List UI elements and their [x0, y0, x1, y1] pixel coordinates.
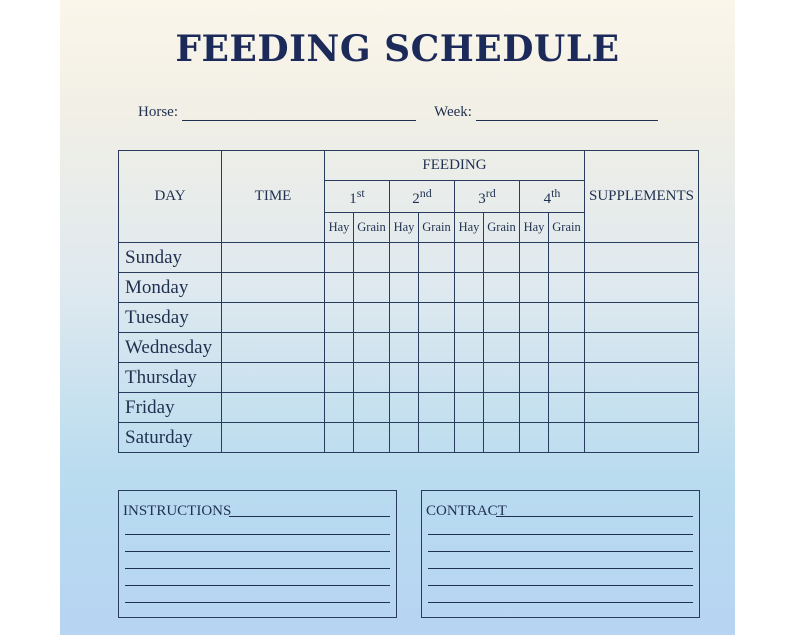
feeding-cell[interactable]	[549, 393, 585, 423]
grain-column-header: Grain	[419, 213, 455, 243]
feeding-cell[interactable]	[325, 243, 354, 273]
horse-field	[138, 104, 416, 121]
feeding-cell[interactable]	[484, 333, 520, 363]
day-name: Wednesday	[119, 333, 222, 363]
feeding-4-header	[520, 181, 585, 213]
time-header: TIME	[222, 151, 325, 243]
feeding-number: 2	[412, 190, 420, 207]
feeding-cell[interactable]	[484, 363, 520, 393]
time-cell[interactable]	[222, 363, 325, 393]
feeding-cell[interactable]	[325, 273, 354, 303]
supplements-cell[interactable]	[585, 243, 699, 273]
time-cell[interactable]	[222, 333, 325, 363]
instructions-line[interactable]	[125, 534, 390, 535]
feeding-cell[interactable]	[325, 393, 354, 423]
feeding-cell[interactable]	[484, 303, 520, 333]
feeding-cell[interactable]	[354, 393, 390, 423]
feeding-cell[interactable]	[354, 423, 390, 453]
feeding-cell[interactable]	[325, 303, 354, 333]
contract-line[interactable]	[428, 568, 693, 569]
day-name: Friday	[119, 393, 222, 423]
contract-line[interactable]	[428, 585, 693, 586]
feeding-cell[interactable]	[390, 273, 419, 303]
feeding-cell[interactable]	[455, 303, 484, 333]
contract-line[interactable]	[428, 551, 693, 552]
supplements-cell[interactable]	[585, 363, 699, 393]
feeding-cell[interactable]	[455, 243, 484, 273]
feeding-cell[interactable]	[520, 303, 549, 333]
feeding-cell[interactable]	[455, 333, 484, 363]
feeding-number: 1	[349, 190, 357, 207]
day-name: Monday	[119, 273, 222, 303]
feeding-cell[interactable]	[549, 423, 585, 453]
feeding-cell[interactable]	[520, 363, 549, 393]
grain-column-header: Grain	[549, 213, 585, 243]
instructions-line[interactable]	[125, 602, 390, 603]
supplements-cell[interactable]	[585, 303, 699, 333]
feeding-ordinal-suffix: nd	[419, 185, 432, 200]
schedule-sheet	[60, 0, 735, 635]
contract-box	[421, 490, 700, 618]
feeding-cell[interactable]	[484, 243, 520, 273]
feeding-cell[interactable]	[520, 423, 549, 453]
feeding-ordinal-suffix: st	[356, 185, 365, 200]
supplements-cell[interactable]	[585, 393, 699, 423]
feeding-cell[interactable]	[455, 363, 484, 393]
supplements-cell[interactable]	[585, 273, 699, 303]
feeding-cell[interactable]	[549, 363, 585, 393]
day-name: Sunday	[119, 243, 222, 273]
horse-blank[interactable]	[182, 106, 416, 121]
time-cell[interactable]	[222, 423, 325, 453]
feeding-cell[interactable]	[325, 423, 354, 453]
feeding-cell[interactable]	[549, 333, 585, 363]
day-name: Saturday	[119, 423, 222, 453]
feeding-cell[interactable]	[455, 273, 484, 303]
day-name: Thursday	[119, 363, 222, 393]
feeding-cell[interactable]	[390, 363, 419, 393]
feeding-cell[interactable]	[325, 363, 354, 393]
feeding-cell[interactable]	[354, 273, 390, 303]
feeding-cell[interactable]	[549, 303, 585, 333]
feeding-cell[interactable]	[419, 363, 455, 393]
hay-column-header: Hay	[325, 213, 354, 243]
time-cell[interactable]	[222, 393, 325, 423]
hay-column-header: Hay	[520, 213, 549, 243]
day-row	[119, 393, 699, 423]
hay-column-header: Hay	[455, 213, 484, 243]
feeding-number: 3	[478, 190, 486, 207]
feeding-cell[interactable]	[390, 243, 419, 273]
instructions-line[interactable]	[125, 568, 390, 569]
instructions-box	[118, 490, 397, 618]
supplements-header: SUPPLEMENTS	[585, 151, 699, 243]
feeding-cell[interactable]	[354, 333, 390, 363]
feeding-cell[interactable]	[484, 423, 520, 453]
day-header: DAY	[119, 151, 222, 243]
feeding-ordinal-suffix: th	[551, 185, 561, 200]
feeding-table	[118, 150, 699, 453]
contract-label: CONTRACT	[426, 503, 507, 519]
feeding-ordinal-suffix: rd	[485, 185, 496, 200]
feeding-1-header	[325, 181, 390, 213]
instructions-line[interactable]	[229, 516, 390, 517]
feeding-cell[interactable]	[419, 333, 455, 363]
feeding-cell[interactable]	[390, 303, 419, 333]
feeding-cell[interactable]	[484, 273, 520, 303]
feeding-cell[interactable]	[390, 423, 419, 453]
feeding-cell[interactable]	[419, 303, 455, 333]
supplements-cell[interactable]	[585, 333, 699, 363]
feeding-cell[interactable]	[419, 273, 455, 303]
day-row	[119, 273, 699, 303]
week-field	[434, 104, 658, 121]
day-row	[119, 303, 699, 333]
day-row	[119, 363, 699, 393]
feeding-cell[interactable]	[354, 363, 390, 393]
contract-line[interactable]	[428, 602, 693, 603]
feeding-cell[interactable]	[520, 273, 549, 303]
feeding-cell[interactable]	[520, 393, 549, 423]
hay-column-header: Hay	[390, 213, 419, 243]
time-cell[interactable]	[222, 303, 325, 333]
day-row	[119, 243, 699, 273]
feeding-2-header	[390, 181, 455, 213]
instructions-line[interactable]	[125, 585, 390, 586]
page-title: FEEDING SCHEDULE	[175, 28, 620, 70]
feeding-cell[interactable]	[455, 393, 484, 423]
feeding-3-header	[455, 181, 520, 213]
feeding-cell[interactable]	[419, 423, 455, 453]
feeding-cell[interactable]	[419, 393, 455, 423]
contract-line[interactable]	[496, 516, 693, 517]
feeding-cell[interactable]	[390, 393, 419, 423]
time-cell[interactable]	[222, 243, 325, 273]
week-label: Week:	[434, 104, 472, 120]
feeding-cell[interactable]	[484, 393, 520, 423]
horse-label: Horse:	[138, 104, 178, 120]
feeding-cell[interactable]	[455, 423, 484, 453]
instructions-label: INSTRUCTIONS	[123, 503, 232, 519]
feeding-cell[interactable]	[520, 333, 549, 363]
supplements-cell[interactable]	[585, 423, 699, 453]
day-name: Tuesday	[119, 303, 222, 333]
time-cell[interactable]	[222, 273, 325, 303]
feeding-cell[interactable]	[354, 243, 390, 273]
feeding-cell[interactable]	[419, 243, 455, 273]
week-blank[interactable]	[476, 106, 658, 121]
contract-line[interactable]	[428, 534, 693, 535]
feeding-cell[interactable]	[354, 303, 390, 333]
grain-column-header: Grain	[354, 213, 390, 243]
feeding-cell[interactable]	[325, 333, 354, 363]
feeding-cell[interactable]	[549, 273, 585, 303]
feeding-cell[interactable]	[390, 333, 419, 363]
grain-column-header: Grain	[484, 213, 520, 243]
day-row	[119, 333, 699, 363]
day-row	[119, 423, 699, 453]
feeding-cell[interactable]	[549, 243, 585, 273]
feeding-number: 4	[543, 190, 552, 207]
feeding-cell[interactable]	[520, 243, 549, 273]
feeding-header: FEEDING	[325, 151, 585, 181]
instructions-line[interactable]	[125, 551, 390, 552]
